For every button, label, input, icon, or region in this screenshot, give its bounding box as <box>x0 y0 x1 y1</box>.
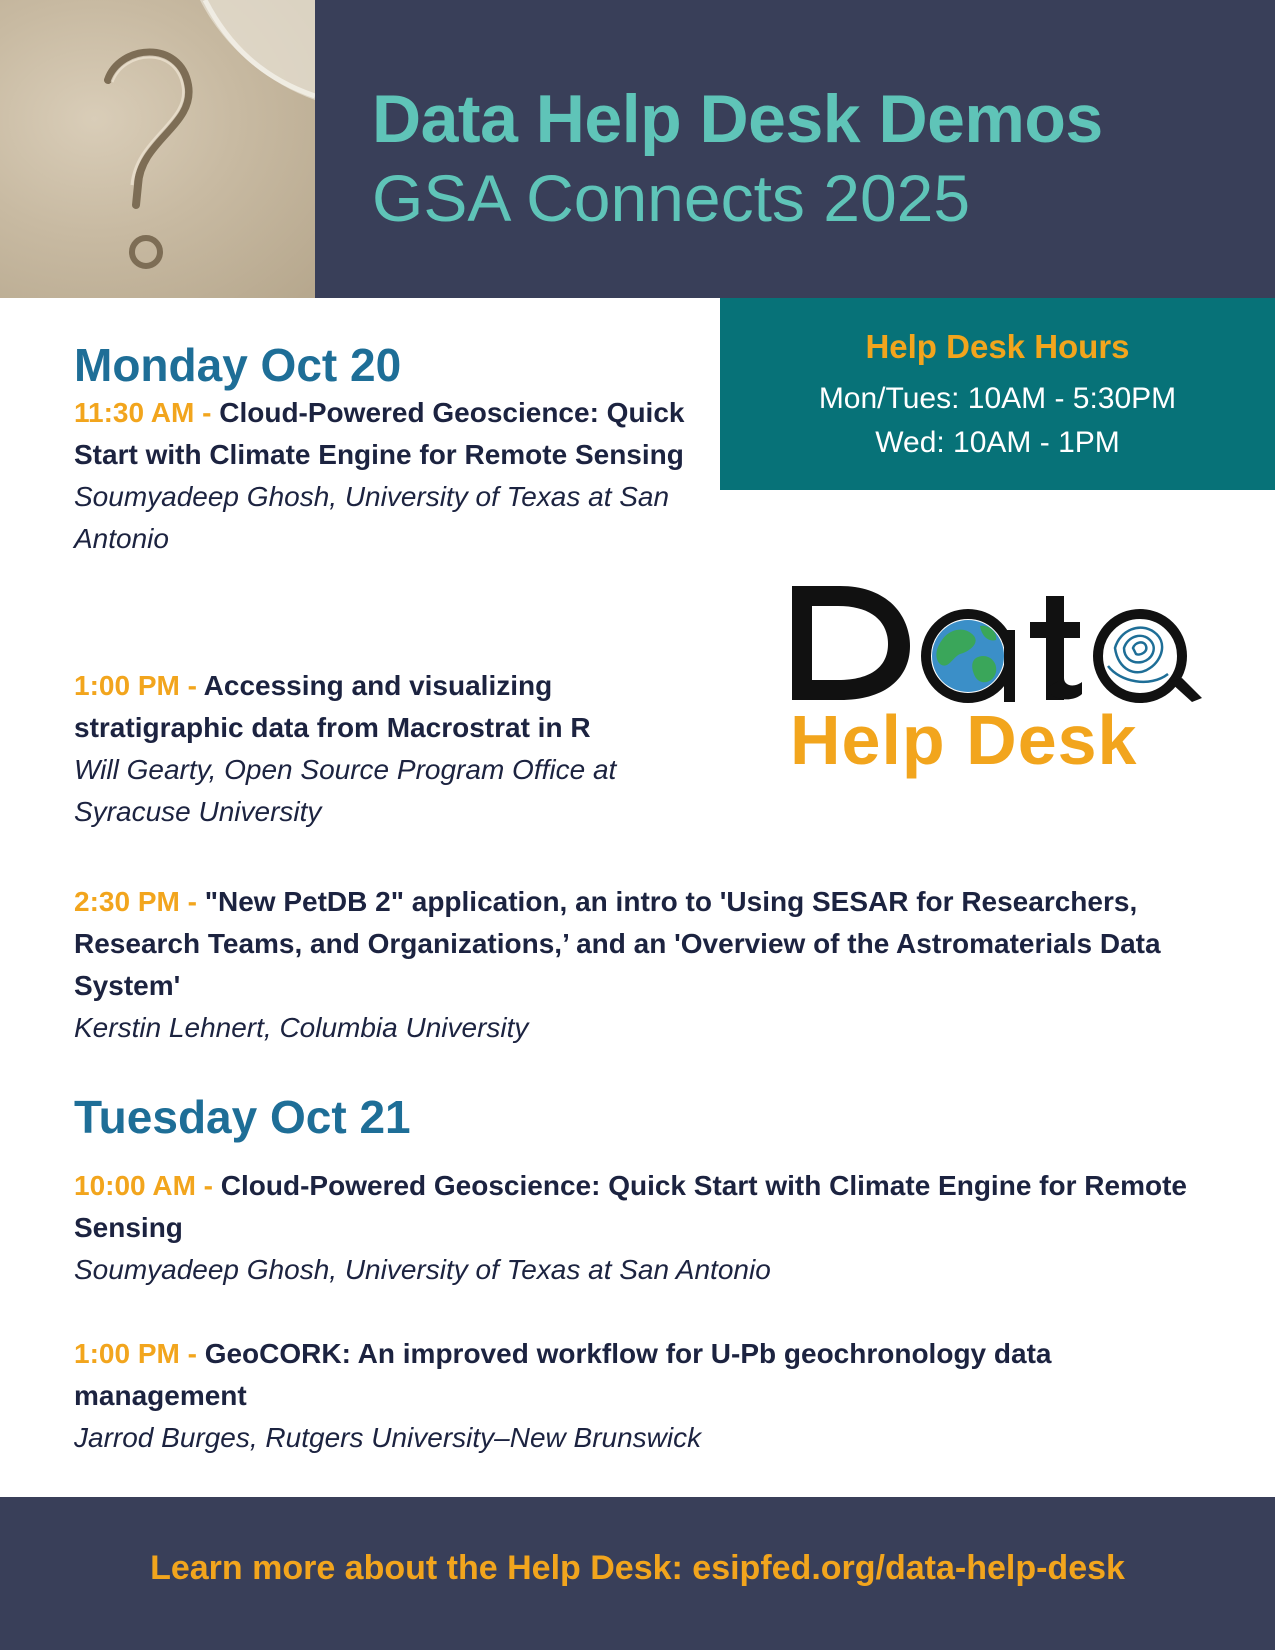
session-time: 1:00 PM - <box>74 670 204 701</box>
session-title: GeoCORK: An improved workflow for U-Pb geochronology data management <box>74 1338 1052 1411</box>
session-title: "New PetDB 2" application, an intro to 'Using SESAR for Researchers, Research Teams, and Organizations,’ and an 'Overview of the Astromaterials Data System' <box>74 886 1161 1001</box>
hours-title: Help Desk Hours <box>865 328 1130 365</box>
page-subtitle: GSA Connects 2025 <box>372 161 971 235</box>
hours-line-mon-tues: Mon/Tues: 10AM - 5:30PM <box>818 382 1177 415</box>
question-mark-icon <box>0 0 315 298</box>
session-presenter: Soumyadeep Ghosh, University of Texas at San Antonio <box>74 1254 771 1285</box>
header-banner <box>0 0 1275 298</box>
footer-link-text[interactable]: Learn more about the Help Desk: esipfed.org/data-help-desk <box>150 1549 1125 1587</box>
session-time: 2:30 PM - <box>74 886 205 917</box>
hours-line-wed: Wed: 10AM - 1PM <box>875 426 1120 459</box>
footer-banner <box>0 1497 1275 1650</box>
logo-tagline: Help Desk <box>790 701 1138 779</box>
session-tuesday-1 <box>74 1165 1204 1291</box>
session-monday-1 <box>74 392 694 560</box>
day-heading-monday: Monday Oct 20 <box>74 339 402 391</box>
session-monday-3 <box>74 881 1224 1049</box>
page-title: Data Help Desk Demos <box>372 81 1103 157</box>
session-time: 10:00 AM - <box>74 1170 221 1201</box>
sand-question-mark-image <box>0 0 315 298</box>
session-tuesday-2 <box>74 1333 1204 1459</box>
data-help-desk-logo <box>790 578 1220 798</box>
session-title: Cloud-Powered Geoscience: Quick Start with Climate Engine for Remote Sensing <box>74 397 685 470</box>
session-presenter: Kerstin Lehnert, Columbia University <box>74 1012 529 1043</box>
session-presenter: Soumyadeep Ghosh, University of Texas at San Antonio <box>74 481 670 554</box>
help-desk-hours-box <box>720 298 1275 490</box>
session-time: 11:30 AM - <box>74 397 220 428</box>
session-title: Cloud-Powered Geoscience: Quick Start with Climate Engine for Remote Sensing <box>74 1170 1187 1243</box>
session-monday-2 <box>74 665 674 833</box>
data-logo-icon <box>790 578 1220 708</box>
session-time: 1:00 PM - <box>74 1338 205 1369</box>
session-presenter: Will Gearty, Open Source Program Office at Syracuse University <box>74 754 617 827</box>
session-title: Accessing and visualizing stratigraphic data from Macrostrat in R <box>74 670 591 743</box>
day-heading-tuesday: Tuesday Oct 21 <box>74 1091 411 1143</box>
session-presenter: Jarrod Burges, Rutgers University–New Brunswick <box>74 1422 702 1453</box>
